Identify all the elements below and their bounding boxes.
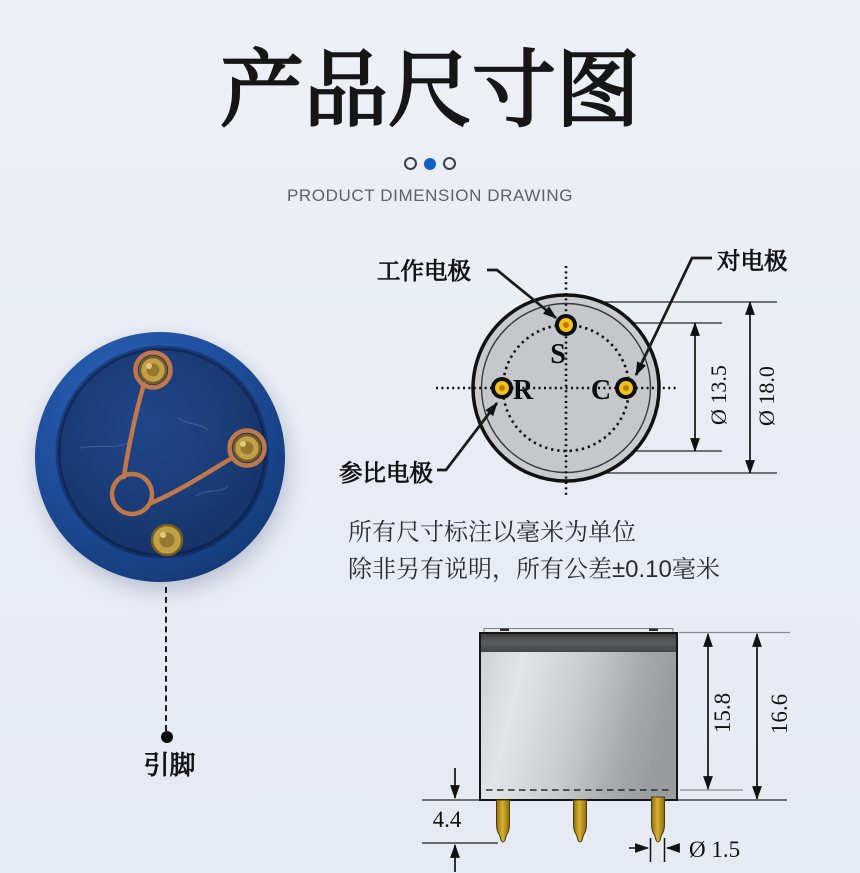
sensor-side-body [480, 629, 677, 801]
dim-label-13-5: Ø 13.5 [706, 365, 731, 425]
label-working-electrode: 工作电极 [377, 258, 471, 284]
page-title: 产品尺寸图 [219, 43, 640, 137]
sensor-pin-bottom [152, 525, 182, 555]
electrode-pin-r [491, 377, 513, 399]
electrode-pin-s [555, 314, 577, 336]
photo-caption: 引脚 [143, 750, 196, 780]
carousel-dot [443, 157, 456, 170]
electrode-pin-c [615, 377, 637, 399]
sensor-pin-right [234, 435, 260, 461]
dimension-notes [348, 514, 720, 588]
dim-label-16-6: 16.6 [767, 693, 792, 735]
dim-label-18-0: Ø 18.0 [754, 366, 779, 426]
side-view-drawing [400, 600, 860, 873]
pin-letter-s: S [550, 339, 566, 370]
note-line-2: 除非另有说明，所有公差±0.10毫米 [348, 556, 720, 583]
sideview-pins [497, 797, 665, 842]
page-subtitle: PRODUCT DIMENSION DRAWING [286, 186, 574, 205]
carousel-dot-active [424, 158, 436, 170]
pin-letter-r: R [512, 375, 534, 406]
photo-leader-line [165, 587, 167, 731]
carousel-dot [404, 157, 417, 170]
label-counter-electrode: 对电极 [717, 248, 788, 274]
dim-label-pin-diameter: Ø 1.5 [689, 837, 741, 862]
pin-letter-c: C [590, 375, 612, 406]
pin-diameter-callout [629, 838, 676, 862]
photo-leader-dot [161, 731, 173, 743]
note-line-1: 所有尺寸标注以毫米为单位 [348, 519, 636, 546]
carousel-dots [0, 157, 860, 170]
sensor-photo [28, 326, 296, 590]
dim-label-4-4: 4.4 [432, 807, 462, 832]
dim-label-15-8: 15.8 [710, 692, 735, 734]
label-reference-electrode: 参比电极 [339, 460, 433, 486]
sensor-pin-top [140, 357, 166, 383]
top-view-drawing [330, 230, 860, 510]
